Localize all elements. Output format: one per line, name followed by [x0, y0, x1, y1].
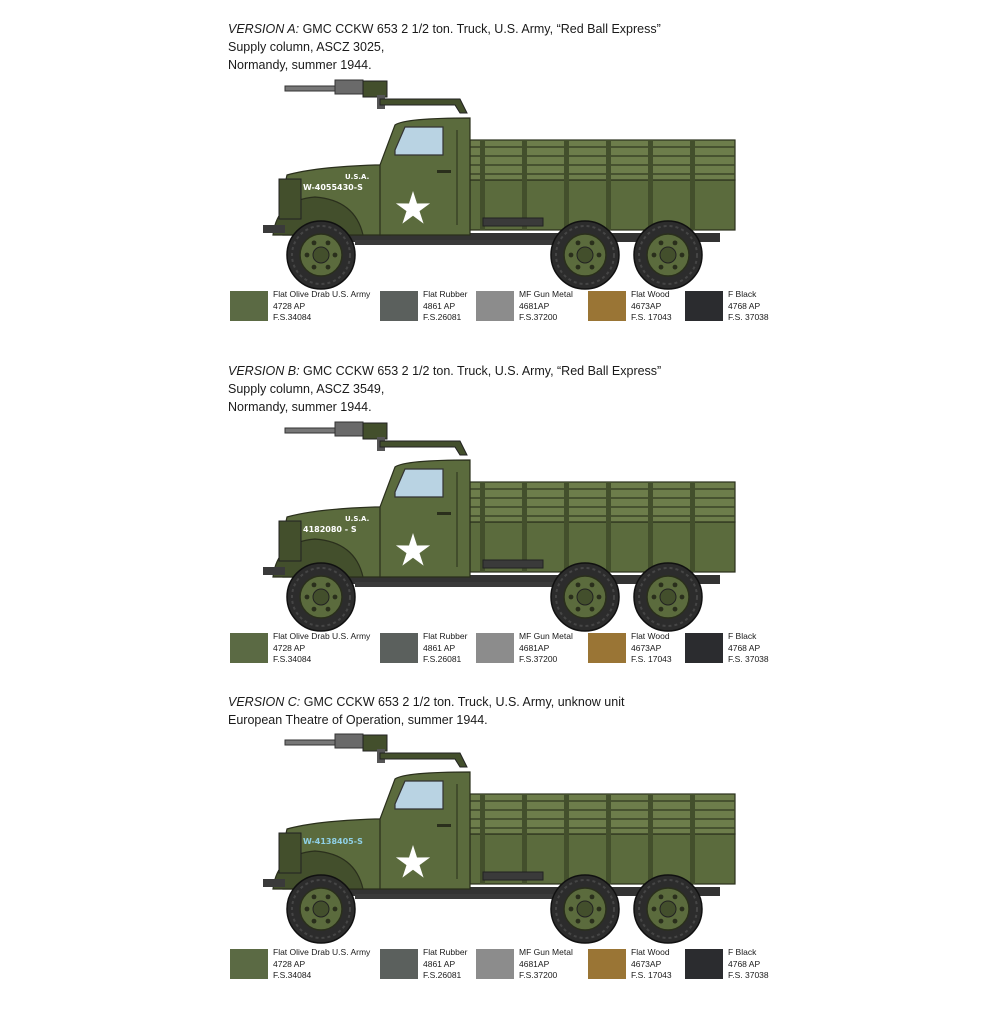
wheel-hole [590, 240, 595, 245]
wheel-hole [312, 894, 317, 899]
paint-label [728, 631, 769, 666]
wheel-hole [659, 919, 664, 924]
paint-fs-number: F.S.37200 [519, 970, 558, 980]
paint-name: F Black [728, 947, 757, 957]
wheel-hole [576, 265, 581, 270]
rack-stake [522, 482, 527, 572]
wheel-hole [590, 919, 595, 924]
grille [279, 179, 301, 219]
paint-code: 4768 AP [728, 300, 761, 311]
paint-name: MF Gun Metal [519, 631, 573, 641]
paint-label [519, 947, 573, 982]
truck-illustration [255, 75, 745, 290]
rack-stake [480, 482, 485, 572]
paint-fs-number: F.S. 17043 [631, 654, 672, 664]
gun-ring-mount [380, 99, 467, 113]
paint-code: 4673AP [631, 642, 662, 653]
wheel-hole [312, 582, 317, 587]
paint-code: 4673AP [631, 300, 662, 311]
wheel-hole [652, 595, 657, 600]
rack-stake [690, 140, 695, 230]
version-title [228, 693, 788, 729]
wheel-hole [659, 240, 664, 245]
color-chip [230, 949, 268, 979]
drive-shaft [355, 240, 555, 245]
wheel-hub [660, 901, 676, 917]
paint-swatches [230, 291, 790, 331]
paint-code: 4768 AP [728, 642, 761, 653]
spare-tire [483, 218, 543, 226]
gun-body [335, 422, 363, 436]
rack-stake [606, 794, 611, 884]
wheel-hole [312, 607, 317, 612]
door-handle [437, 512, 451, 515]
paint-name: Flat Wood [631, 289, 670, 299]
wheel-hub [577, 247, 593, 263]
paint-name: Flat Rubber [423, 631, 468, 641]
color-chip [476, 949, 514, 979]
wheel-hole [652, 253, 657, 258]
rack-stake [606, 482, 611, 572]
version-title [228, 20, 788, 74]
grille [279, 833, 301, 873]
truck-illustration [255, 417, 745, 632]
rack-stake [480, 794, 485, 884]
wheel-hole [576, 894, 581, 899]
front-bumper [263, 225, 285, 233]
paint-fs-number: F.S.26081 [423, 312, 462, 322]
rack-stake [522, 140, 527, 230]
wheel-hole [659, 265, 664, 270]
wheel-hole [305, 907, 310, 912]
drive-shaft [355, 582, 555, 587]
wheel-hole [673, 240, 678, 245]
hood-registration: 4182080 - S [303, 525, 357, 534]
door-handle [437, 170, 451, 173]
wheel-hole [576, 240, 581, 245]
paint-label [519, 631, 573, 666]
wheel-hole [569, 907, 574, 912]
wheel-hole [326, 582, 331, 587]
paint-label [519, 289, 573, 324]
wheel-hub [660, 589, 676, 605]
hood-registration: W-4138405-S [303, 837, 363, 846]
paint-name: MF Gun Metal [519, 289, 573, 299]
version-unit: European Theatre of Operation, summer 1944. [228, 713, 488, 727]
paint-fs-number: F.S.34084 [273, 970, 312, 980]
paint-label [423, 289, 467, 324]
color-chip [380, 633, 418, 663]
version-description: GMC CCKW 653 2 1/2 ton. Truck, U.S. Army, “Red Ball Express” [299, 22, 661, 36]
color-chip [476, 633, 514, 663]
paint-name: Flat Wood [631, 631, 670, 641]
paint-label [631, 289, 672, 324]
wheel-hole [326, 265, 331, 270]
rack-stake [564, 794, 569, 884]
color-chip [476, 291, 514, 321]
gun-body [335, 80, 363, 94]
version-title [228, 362, 788, 416]
paint-name: Flat Rubber [423, 947, 468, 957]
wheel-hole [333, 253, 338, 258]
paint-fs-number: F.S.37200 [519, 312, 558, 322]
paint-code: 4681AP [519, 300, 550, 311]
door-handle [437, 824, 451, 827]
wheel-hole [597, 595, 602, 600]
version-label: VERSION C: [228, 695, 301, 709]
paint-name: Flat Wood [631, 947, 670, 957]
wheel-hole [590, 582, 595, 587]
version-location: Normandy, summer 1944. [228, 58, 372, 72]
paint-code: 4861 AP [423, 300, 456, 311]
front-bumper [263, 879, 285, 887]
paint-fs-number: F.S.26081 [423, 970, 462, 980]
paint-name: F Black [728, 289, 757, 299]
rack-stake [606, 140, 611, 230]
version-unit: Supply column, ASCZ 3549, [228, 382, 385, 396]
color-chip [685, 949, 723, 979]
rack-stake [564, 140, 569, 230]
paint-code: 4681AP [519, 642, 550, 653]
wheel-hole [680, 907, 685, 912]
paint-code: 4728 AP [273, 958, 306, 969]
paint-code: 4728 AP [273, 300, 306, 311]
paint-label [728, 947, 769, 982]
gun-receiver [363, 423, 387, 439]
color-chip [588, 291, 626, 321]
paint-code: 4861 AP [423, 642, 456, 653]
paint-swatches [230, 633, 790, 673]
spare-tire [483, 872, 543, 880]
paint-label [423, 947, 467, 982]
wheel-hole [305, 595, 310, 600]
paint-name: Flat Rubber [423, 289, 468, 299]
paint-fs-number: F.S. 17043 [631, 312, 672, 322]
wheel-hole [673, 894, 678, 899]
wheel-hole [659, 582, 664, 587]
paint-code: 4861 AP [423, 958, 456, 969]
wheel-hub [313, 901, 329, 917]
hood-marking-top: U.S.A. [345, 515, 370, 523]
hood-registration: W-4055430-S [303, 183, 363, 192]
wheel-hole [659, 607, 664, 612]
paint-label [273, 947, 370, 982]
paint-label [631, 631, 672, 666]
wheel-hole [673, 582, 678, 587]
version-a [0, 20, 1000, 350]
wheel-hole [326, 919, 331, 924]
rack-stake [522, 794, 527, 884]
wheel-hole [576, 607, 581, 612]
wheel-hole [652, 907, 657, 912]
paint-fs-number: F.S.34084 [273, 654, 312, 664]
color-chip [230, 291, 268, 321]
wheel-hole [333, 595, 338, 600]
hood-marking-top: U.S.A. [345, 173, 370, 181]
front-bumper [263, 567, 285, 575]
gun-ring-mount [380, 441, 467, 455]
spare-tire [483, 560, 543, 568]
paint-label [273, 631, 370, 666]
wheel-hole [590, 265, 595, 270]
paint-code: 4673AP [631, 958, 662, 969]
gun-ring-mount [380, 753, 467, 767]
rack-stake [648, 140, 653, 230]
paint-fs-number: F.S. 37038 [728, 970, 769, 980]
wheel-hole [659, 894, 664, 899]
color-chip [380, 949, 418, 979]
rack-stake [480, 140, 485, 230]
paint-name: MF Gun Metal [519, 947, 573, 957]
wheel-hub [313, 247, 329, 263]
grille [279, 521, 301, 561]
wheel-hub [577, 589, 593, 605]
color-chip [230, 633, 268, 663]
wheel-hole [590, 894, 595, 899]
paint-code: 4728 AP [273, 642, 306, 653]
paint-label [728, 289, 769, 324]
paint-fs-number: F.S. 17043 [631, 970, 672, 980]
color-chip [588, 949, 626, 979]
wheel-hole [590, 607, 595, 612]
paint-label [273, 289, 370, 324]
paint-swatches [230, 949, 790, 989]
paint-name: Flat Olive Drab U.S. Army [273, 289, 371, 299]
wheel-hole [569, 253, 574, 258]
version-description: GMC CCKW 653 2 1/2 ton. Truck, U.S. Army, “Red Ball Express” [299, 364, 662, 378]
wheel-hole [312, 265, 317, 270]
wheel-hub [577, 901, 593, 917]
wheel-hub [313, 589, 329, 605]
paint-name: F Black [728, 631, 757, 641]
paint-fs-number: F.S. 37038 [728, 312, 769, 322]
wheel-hole [597, 253, 602, 258]
rack-stake [648, 794, 653, 884]
wheel-hole [673, 607, 678, 612]
version-unit: Supply column, ASCZ 3025, [228, 40, 385, 54]
rack-stake [564, 482, 569, 572]
version-label: VERSION A: [228, 22, 300, 36]
version-c [0, 693, 1000, 1023]
version-description: GMC CCKW 653 2 1/2 ton. Truck, U.S. Army, unknow unit [300, 695, 625, 709]
version-label: VERSION B: [228, 364, 300, 378]
paint-label [423, 631, 467, 666]
wheel-hole [576, 582, 581, 587]
rack-stake [690, 794, 695, 884]
paint-fs-number: F.S.34084 [273, 312, 312, 322]
truck-illustration [255, 729, 745, 944]
color-chip [380, 291, 418, 321]
paint-fs-number: F.S.37200 [519, 654, 558, 664]
paint-code: 4768 AP [728, 958, 761, 969]
drive-shaft [355, 894, 555, 899]
rack-stake [648, 482, 653, 572]
paint-name: Flat Olive Drab U.S. Army [273, 631, 371, 641]
paint-fs-number: F.S.26081 [423, 654, 462, 664]
wheel-hole [326, 240, 331, 245]
paint-code: 4681AP [519, 958, 550, 969]
wheel-hole [673, 265, 678, 270]
wheel-hole [597, 907, 602, 912]
gun-receiver [363, 81, 387, 97]
rack-stake [690, 482, 695, 572]
version-b [0, 362, 1000, 692]
wheel-hole [326, 894, 331, 899]
wheel-hole [326, 607, 331, 612]
wheel-hole [673, 919, 678, 924]
color-chip [588, 633, 626, 663]
wheel-hub [660, 247, 676, 263]
wheel-hole [305, 253, 310, 258]
paint-name: Flat Olive Drab U.S. Army [273, 947, 371, 957]
wheel-hole [569, 595, 574, 600]
paint-label [631, 947, 672, 982]
color-chip [685, 291, 723, 321]
gun-body [335, 734, 363, 748]
version-location: Normandy, summer 1944. [228, 400, 372, 414]
wheel-hole [576, 919, 581, 924]
wheel-hole [680, 595, 685, 600]
color-chip [685, 633, 723, 663]
wheel-hole [312, 919, 317, 924]
gun-receiver [363, 735, 387, 751]
wheel-hole [333, 907, 338, 912]
wheel-hole [312, 240, 317, 245]
paint-fs-number: F.S. 37038 [728, 654, 769, 664]
wheel-hole [680, 253, 685, 258]
